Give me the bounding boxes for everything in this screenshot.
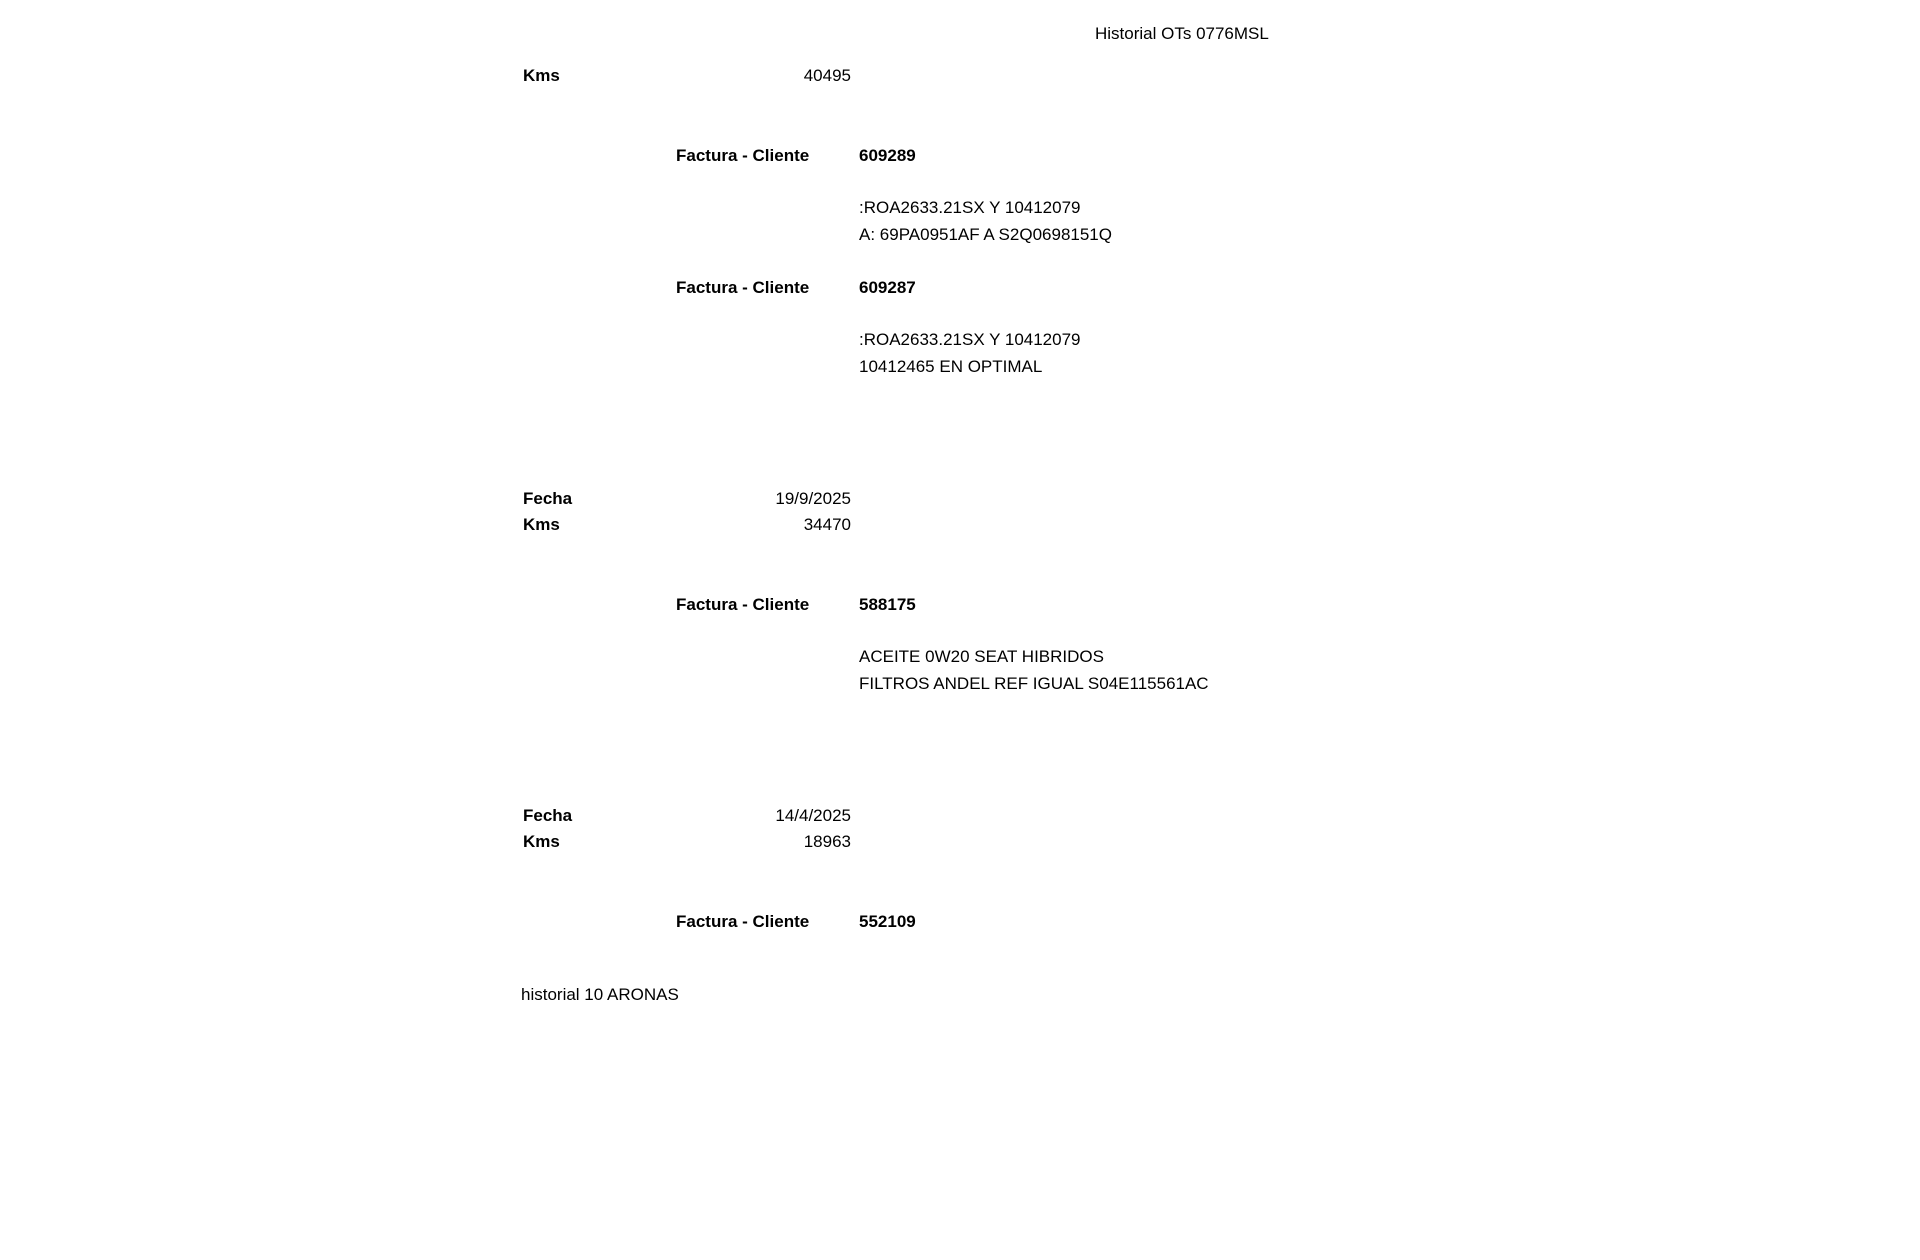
fecha-label: Fecha — [523, 806, 573, 825]
fecha-label: Fecha — [523, 489, 573, 508]
invoice-detail-line: ACEITE 0W20 SEAT HIBRIDOS — [859, 647, 1104, 666]
invoice-label: Factura - Cliente — [676, 912, 810, 931]
kms-label: Kms — [523, 832, 560, 851]
invoice-detail-line: A: 69PA0951AF A S2Q0698151Q — [859, 225, 1112, 244]
invoice-detail-line: :ROA2633.21SX Y 10412079 — [859, 330, 1081, 349]
kms-label: Kms — [523, 515, 560, 534]
invoice-label: Factura - Cliente — [676, 278, 810, 297]
page-title: Historial OTs 0776MSL — [1095, 24, 1269, 43]
invoice-label: Factura - Cliente — [676, 595, 810, 614]
kms-value: 18963 — [803, 832, 851, 851]
kms-label: Kms — [523, 66, 560, 85]
fecha-value: 19/9/2025 — [775, 489, 851, 508]
invoice-detail-line: :ROA2633.21SX Y 10412079 — [859, 198, 1081, 217]
invoice-detail-line: FILTROS ANDEL REF IGUAL S04E115561AC — [859, 674, 1209, 693]
invoice-number: 609289 — [859, 146, 916, 165]
invoice-number: 588175 — [859, 595, 916, 614]
kms-value: 40495 — [803, 66, 851, 85]
invoice-detail-line: 10412465 EN OPTIMAL — [859, 357, 1043, 376]
invoice-number: 609287 — [859, 278, 916, 297]
footer-text: historial 10 ARONAS — [521, 985, 679, 1004]
invoice-number: 552109 — [859, 912, 916, 931]
fecha-value: 14/4/2025 — [775, 806, 851, 825]
invoice-label: Factura - Cliente — [676, 146, 810, 165]
kms-value: 34470 — [803, 515, 851, 534]
